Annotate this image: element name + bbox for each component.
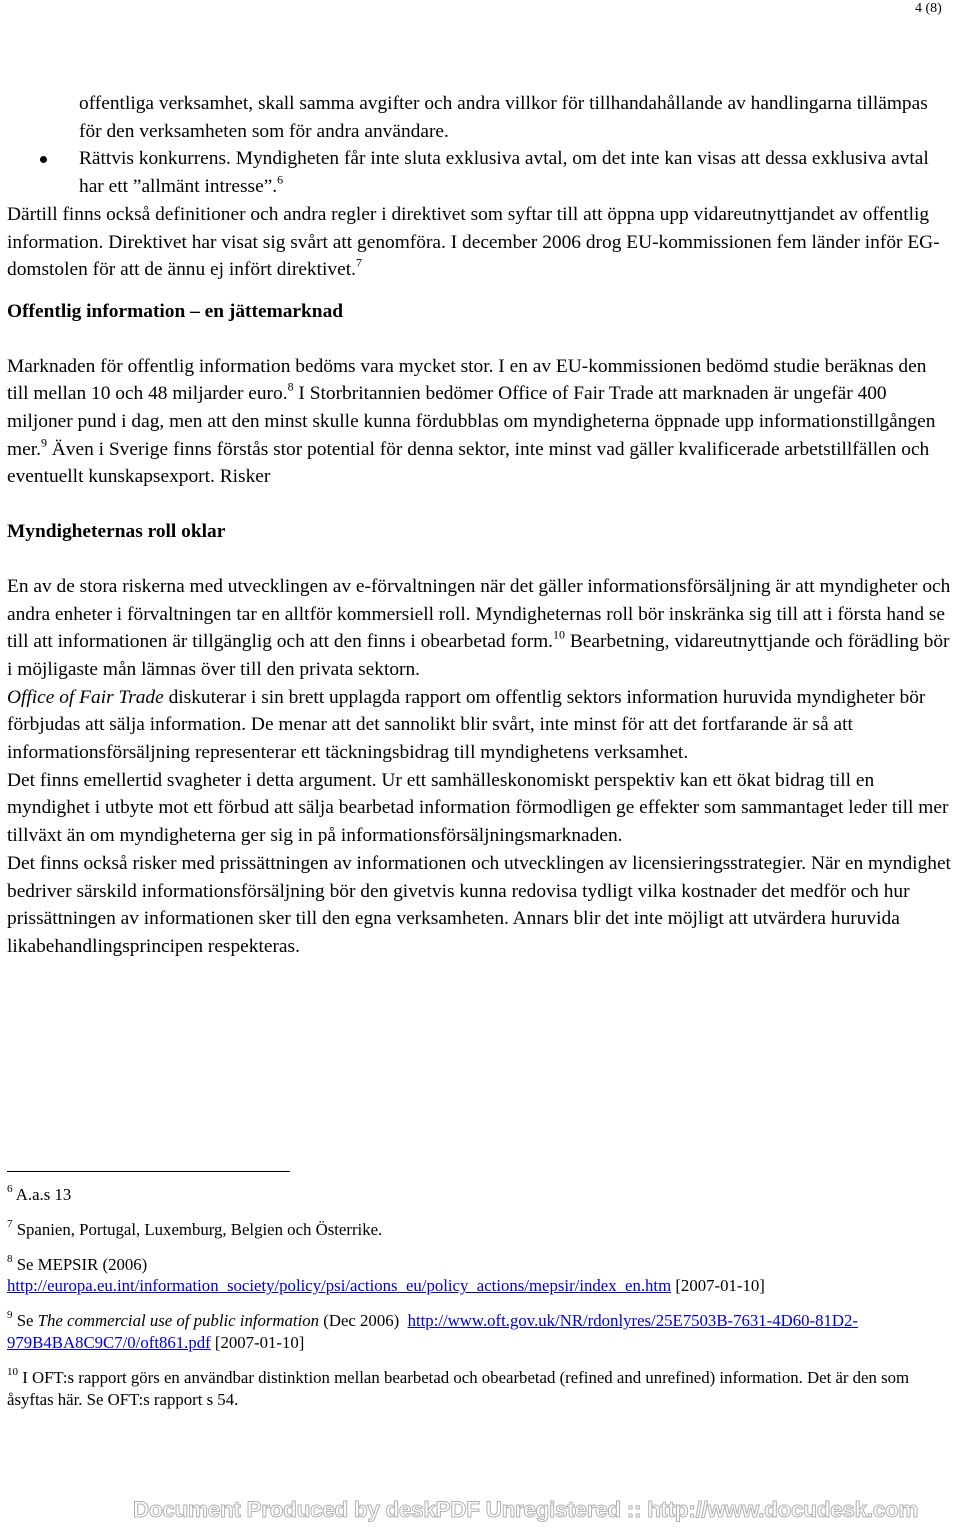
footnote-ref[interactable]: 6 bbox=[277, 172, 284, 187]
footnote-date: [2007-01-10] bbox=[671, 1276, 765, 1296]
footnote-divider bbox=[7, 1171, 290, 1172]
footnote-number: 6 bbox=[7, 1182, 13, 1195]
footnote-date: [2007-01-10] bbox=[210, 1332, 305, 1352]
paragraph bbox=[7, 573, 952, 684]
paragraph: Det finns emellertid svagheter i detta argument. Ur ett samhälleskonomiskt perspektiv kan ett ökat bidrag till en myndighet i utbyte mot ett förbud att sälja bearbetad information förmodligen ge effekter som sammantaget leder till mer tillväxt än om myndigheterna ger sig in på informationsförsäljningsmarknaden. bbox=[7, 769, 949, 847]
section-heading: Offentlig information – en jättemarknad bbox=[7, 300, 344, 322]
footnote-10 bbox=[7, 1367, 942, 1411]
bullet-icon bbox=[40, 156, 47, 163]
footnote-ref[interactable]: 8 bbox=[287, 379, 294, 394]
section-heading: Myndigheternas roll oklar bbox=[7, 521, 226, 543]
paragraph-text: Även i Sverige finns förstås stor potential för denna sektor, inte minst vad gäller kvalificerade arbetstillfällen och eventuellt kunskapsexport. Risker bbox=[7, 438, 930, 488]
footnote-ref[interactable]: 10 bbox=[553, 627, 566, 642]
paragraph bbox=[7, 684, 952, 767]
footnote-text: Spanien, Portugal, Luxemburg, Belgien och Österrike. bbox=[12, 1219, 383, 1239]
paragraph-text: diskuterar i sin brett upplagda rapport om offentlig sektors information huruvida myndigheter bör förbjudas att sälja information. De menar att det sannolikt blir svårt, inte minst för att det fortfarande är så att informationsförsäljning representerar ett täckningsbidrag till myndighetens verksamhet. bbox=[7, 686, 926, 764]
page-number: 4 (8) bbox=[915, 1, 942, 16]
footnote-text: Se bbox=[12, 1311, 38, 1331]
footnote-number: 10 bbox=[7, 1365, 18, 1378]
paragraph bbox=[7, 353, 952, 492]
italic-title: Office of Fair Trade bbox=[7, 686, 164, 708]
bullet-text: Rättvis konkurrens. Myndigheten får inte sluta exklusiva avtal, om det inte kan visas att dessa exklusiva avtal har ett ”allmänt intresse”. bbox=[79, 148, 929, 198]
footnote-7 bbox=[7, 1219, 942, 1241]
footnotes bbox=[7, 1184, 942, 1423]
intro-text: offentliga verksamhet, skall samma avgifter och andra villkor för tillhandahållande av handlingarna tillämpas för den verksamheten som för andra användare. bbox=[79, 93, 928, 142]
italic-title: The commercial use of public information bbox=[37, 1311, 320, 1331]
paragraph-text: Marknaden för offentlig information bedöms vara mycket stor. I en av EU-kommissionen bedömd studie beräknas den till mellan 10 och 48 miljarder euro. bbox=[7, 355, 927, 405]
footnote-ref[interactable]: 7 bbox=[355, 255, 362, 270]
footnote-6 bbox=[7, 1184, 942, 1206]
watermark: Document Produced by deskPDF Unregistered :: http://www.docudesk.com bbox=[133, 1497, 919, 1522]
footnote-9 bbox=[7, 1310, 942, 1354]
paragraph-text: En av de stora riskerna med utvecklingen av e-förvaltningen när det gäller informationsförsäljning är att myndigheter och andra enheter i förvaltningen tar en alltför kommersiell roll. Myndigheternas roll bör inskränka sig till att i första hand se till att informationen är tillgänglig och att den finns i obearbetad form. bbox=[7, 575, 951, 653]
paragraph: Det finns också risker med prissättningen av informationen och utvecklingen av licensieringsstrategier. När en myndighet bedriver särskild informationsförsäljning bör den givetvis kunna redovisa tydligt vilka kostnader det medför och hur prissättningen av informationen sker till den egna verksamheten. Annars blir det inte möjligt att utvärdera huruvida likabehandlingsprincipen respekteras. bbox=[7, 852, 951, 957]
footnote-link[interactable]: http://europa.eu.int/information_society/policy/psi/actions_eu/policy_actions/mepsir/index_en.htm bbox=[7, 1276, 672, 1296]
footnote-text: I OFT:s rapport görs en användbar distinktion mellan bearbetad och obearbetad (refined and unrefined) information. Det är den som åsyftas här. Se OFT:s rapport s 54. bbox=[7, 1367, 910, 1409]
paragraph bbox=[7, 201, 952, 284]
footnote-link[interactable]: http://www.oft.gov.uk/NR/rdonlyres/25E7503B-7631-4D60-81D2-979B4BA8C9C7/0/oft861.pdf bbox=[7, 1311, 859, 1352]
footnote-text: Se MEPSIR (2006) bbox=[12, 1254, 148, 1274]
main-text bbox=[7, 90, 952, 961]
paragraph-text: Därtill finns också definitioner och andra regler i direktivet som syftar till att öppna upp vidareutnyttjandet av offentlig information. Direktivet har visat sig svårt att genomföra. I december 2006 drog EU-kommissionen fem länder inför EG-domstolen för att de ännu ej infört direktivet. bbox=[7, 203, 940, 281]
intro-continuation bbox=[7, 90, 952, 145]
footnote-8 bbox=[7, 1254, 942, 1298]
footnote-text: (Dec 2006) bbox=[319, 1311, 408, 1331]
paragraph-text: I Storbritannien bedömer Office of Fair Trade att marknaden är ungefär 400 miljoner pund i dag, men att den minst skulle kunna fördubblas om myndigheterna öppnade upp informationstillgången mer. bbox=[7, 383, 936, 460]
footnote-number: 8 bbox=[7, 1252, 13, 1265]
footnote-number: 7 bbox=[7, 1217, 13, 1230]
paragraph-text: Bearbetning, vidareutnyttjande och förädling bör i möjligaste mån lämnas över till den privata sektorn. bbox=[7, 631, 950, 680]
bullet-item bbox=[7, 145, 952, 200]
footnote-number: 9 bbox=[7, 1308, 13, 1321]
footnote-text: A.a.s 13 bbox=[12, 1185, 72, 1204]
footnote-ref[interactable]: 9 bbox=[40, 435, 47, 450]
